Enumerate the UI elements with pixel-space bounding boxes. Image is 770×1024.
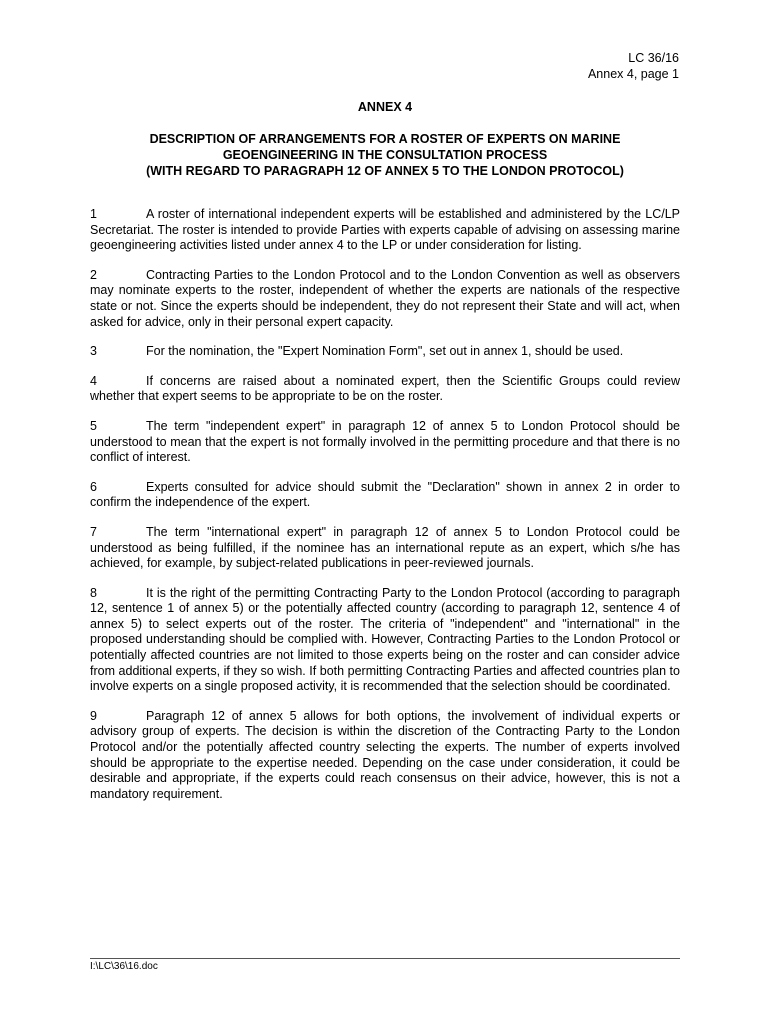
paragraph-number: 3 [90, 344, 97, 359]
paragraph-number: 2 [90, 267, 97, 282]
paragraph-number: 9 [90, 708, 97, 723]
paragraph-text: Paragraph 12 of annex 5 allows for both options, the involvement of individual experts or advisory group of experts. The decision is within the discretion of the Contracting Party to the London Protocol and/or the potentially affected country selecting the experts. The number of experts involved should be appropriate to the expertise needed. Depending on the case under consideration, it could be desirable and appropriate, if the experts could reach consensus on their advice, however, this is not a mandatory requirement. [90, 708, 680, 801]
description-title-line: (WITH REGARD TO PARAGRAPH 12 OF ANNEX 5 TO THE LONDON PROTOCOL) [146, 164, 624, 178]
paragraph-number: 8 [90, 585, 97, 600]
paragraph [90, 344, 680, 360]
paragraph-number: 6 [90, 479, 97, 494]
page-header [588, 50, 679, 82]
paragraph [90, 586, 680, 695]
paragraph [90, 525, 680, 572]
footer-divider [90, 958, 680, 959]
paragraph-text: It is the right of the permitting Contracting Party to the London Protocol (according to paragraph 12, sentence 1 of annex 5) or the potentially affected country (according to paragraph 12, sentence 4 of annex 5) to select experts out of the roster. The criteria of "independent" and "international" in the proposed understanding should be complied with. However, Contracting Parties to the London Protocol or potentially affected countries are not limited to those experts being on the roster and can consider advice from additional experts, if they so wish. If both permitting Contracting Parties and affected countries plan to involve experts on a single proposed activity, it is recommended that the selection should be coordinated. [90, 585, 680, 694]
paragraph-text: Contracting Parties to the London Protocol and to the London Convention as well as observers may nominate experts to the roster, independent of whether the experts are nationals of the respective state or not. Since the experts should be independent, they do not represent their State and will act, when asked for advice, only in their personal expert capacity. [90, 267, 680, 329]
paragraph-text: A roster of international independent experts will be established and administered by the LC/LP Secretariat. The roster is intended to provide Parties with experts capable of advising on assessing marine geoengineering activities listed under annex 4 to the LP or under consideration for listing. [90, 207, 680, 253]
paragraph [90, 709, 680, 803]
paragraph-text: Experts consulted for advice should submit the "Declaration" shown in annex 2 in order to confirm the independence of the expert. [90, 479, 680, 510]
paragraph-number: 5 [90, 418, 97, 433]
paragraph [90, 374, 680, 405]
paragraph [90, 419, 680, 466]
paragraph-text: The term "international expert" in paragraph 12 of annex 5 to London Protocol could be understood as being fulfilled, if the nominee has an international repute as an expert, which s/he has achieved, for example, by subject-related publications in peer-reviewed journals. [90, 524, 680, 571]
description-title-line: GEOENGINEERING IN THE CONSULTATION PROCESS [222, 148, 548, 162]
paragraph [90, 268, 680, 330]
paragraph-text: The term "independent expert" in paragraph 12 of annex 5 to London Protocol should be understood to mean that the expert is not formally involved in the permitting procedure and that there is no conflict of interest. [90, 418, 680, 465]
paragraph [90, 207, 680, 254]
paragraph [90, 480, 680, 511]
annex-title: ANNEX 4 [357, 100, 413, 114]
description-title-line: DESCRIPTION OF ARRANGEMENTS FOR A ROSTER OF EXPERTS ON MARINE [149, 132, 621, 146]
footer-file-path: I:\LC\36\16.doc [90, 961, 158, 972]
paragraph-text: For the nomination, the "Expert Nomination Form", set out in annex 1, should be used. [146, 344, 624, 359]
page-reference: Annex 4, page 1 [587, 67, 679, 81]
paragraph-number: 7 [90, 524, 97, 539]
document-body [90, 207, 680, 816]
paragraph-number: 1 [90, 207, 97, 221]
paragraph-text: If concerns are raised about a nominated expert, then the Scientific Groups could review whether that expert seems to be appropriate to be on the roster. [90, 373, 680, 404]
document-symbol: LC 36/16 [628, 51, 679, 65]
paragraph-number: 4 [90, 373, 97, 388]
description-title [90, 131, 680, 179]
